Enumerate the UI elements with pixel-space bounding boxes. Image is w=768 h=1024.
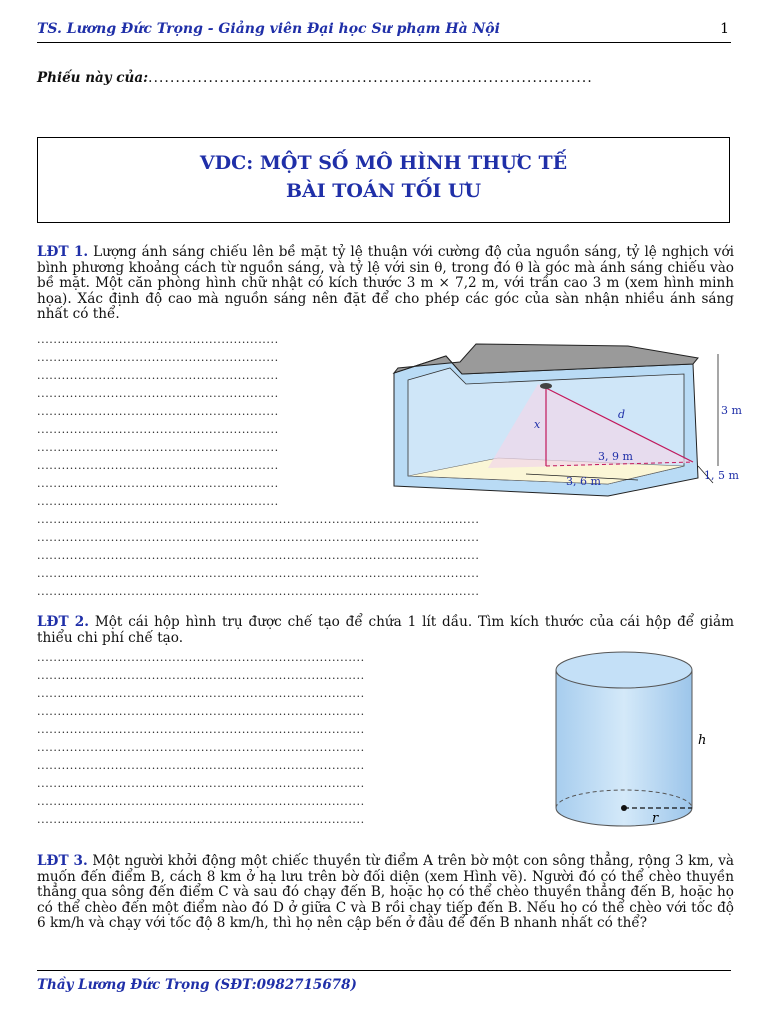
problem-1-label: LĐT 1. (37, 244, 89, 260)
answer-line: ............................................................................................................ (37, 513, 480, 526)
answer-line: ................................................................................ (37, 777, 365, 790)
answer-line: ........................................................... (37, 333, 279, 346)
answer-line: ................................................................................ (37, 813, 365, 826)
footer-text: Thầy Lương Đức Trọng (SĐT:0982715678) (37, 977, 357, 993)
problem-1 (37, 245, 734, 323)
d-label: d (618, 408, 626, 421)
answer-line: ........................................................... (37, 369, 279, 382)
problem-3-label: LĐT 3. (37, 853, 88, 869)
problem-3 (37, 854, 734, 932)
r-label: r (652, 811, 659, 826)
page-footer (37, 970, 731, 993)
answer-line: ........................................................... (37, 405, 279, 418)
answer-line: ................................................................................ (37, 723, 365, 736)
answer-line: ................................................................................ (37, 741, 365, 754)
page-header (37, 18, 731, 43)
problem-3-text: Một người khởi động một chiếc thuyền từ điểm A trên bờ một con sông thẳng, rộng 3 km, và muốn đến điểm B, cách 8 km ở hạ lưu trên bờ đối diện (xem Hình vẽ). Người đó có thể chèo thuyền thẳng qua sông đến điểm C và sau đó chạy đến B, hoặc họ có thể chèo thuyền thẳng đến B, hoặc họ có thể chèo đến một điểm nào đó D ở giữa C và B rồi chạy tiếp đến B. Nếu họ có thể chèo với tốc độ 6 km/h và chạy với tốc độ 8 km/h, thì họ nên cập bến ở đâu để đến B nhanh nhất có thể? (37, 853, 735, 931)
answer-line: ................................................................................ (37, 651, 365, 664)
title-line-2: BÀI TOÁN TỐI ƯU (285, 180, 482, 202)
answer-line: ........................................................... (37, 387, 279, 400)
title-line-1: VDC: MỘT SỐ MÔ HÌNH THỰC TẾ (199, 152, 568, 174)
owner-dots: ................................................................................. (148, 70, 593, 86)
answer-line: ............................................................................................................ (37, 585, 480, 598)
answer-line: ............................................................................................................ (37, 549, 480, 562)
header-title: TS. Lương Đức Trọng - Giảng viên Đại học Sư phạm Hà Nội (37, 21, 500, 37)
answer-line: ........................................................... (37, 495, 279, 508)
h-label: h (698, 733, 707, 748)
page-number: 1 (720, 21, 729, 37)
title-box (37, 137, 730, 223)
x-label: x (534, 418, 541, 431)
answer-line: ................................................................................ (37, 669, 365, 682)
answer-line: ............................................................................................................ (37, 531, 480, 544)
answer-line: ........................................................... (37, 459, 279, 472)
answer-line: ................................................................................ (37, 705, 365, 718)
diagonal-label: 3, 9 m (598, 450, 633, 463)
answer-line: ................................................................................ (37, 795, 365, 808)
owner-line (37, 70, 593, 86)
problem-2-label: LĐT 2. (37, 614, 89, 630)
problem-2-text: Một cái hộp hình trụ được chế tạo để chứa 1 lít dầu. Tìm kích thước của cái hộp để giảm thiểu chi phí chế tạo. (37, 614, 734, 646)
cylinder-figure (548, 650, 748, 832)
answer-line: ........................................................... (37, 351, 279, 364)
floor-label: 3, 6 m (566, 475, 601, 488)
answer-line: ................................................................................ (37, 759, 365, 772)
problem-1-text: Lượng ánh sáng chiếu lên bề mặt tỷ lệ thuận với cường độ của nguồn sáng, tỷ lệ nghịch với bình phương khoảng cách từ nguồn sáng, và tỷ lệ với sin θ, trong đó θ là góc mà ánh sáng chiếu vào bề mặt. Một căn phòng hình chữ nhật có kích thước 3 m × 7,2 m, với trần cao 3 m (xem hình minh họa). Xác định độ cao mà nguồn sáng nên đặt để cho phép các góc của sàn nhận nhiều ánh sáng nhất có thể. (37, 244, 734, 322)
answer-line: ........................................................... (37, 477, 279, 490)
answer-line: ........................................................... (37, 423, 279, 436)
answer-line: ................................................................................ (37, 687, 365, 700)
height-label: 3 m (721, 404, 742, 417)
problem-2 (37, 615, 734, 646)
room-figure (388, 338, 748, 508)
answer-line: ........................................................... (37, 441, 279, 454)
answer-line: ............................................................................................................ (37, 567, 480, 580)
owner-label: Phiếu này của: (37, 70, 149, 86)
width-label: 1, 5 m (704, 469, 739, 482)
